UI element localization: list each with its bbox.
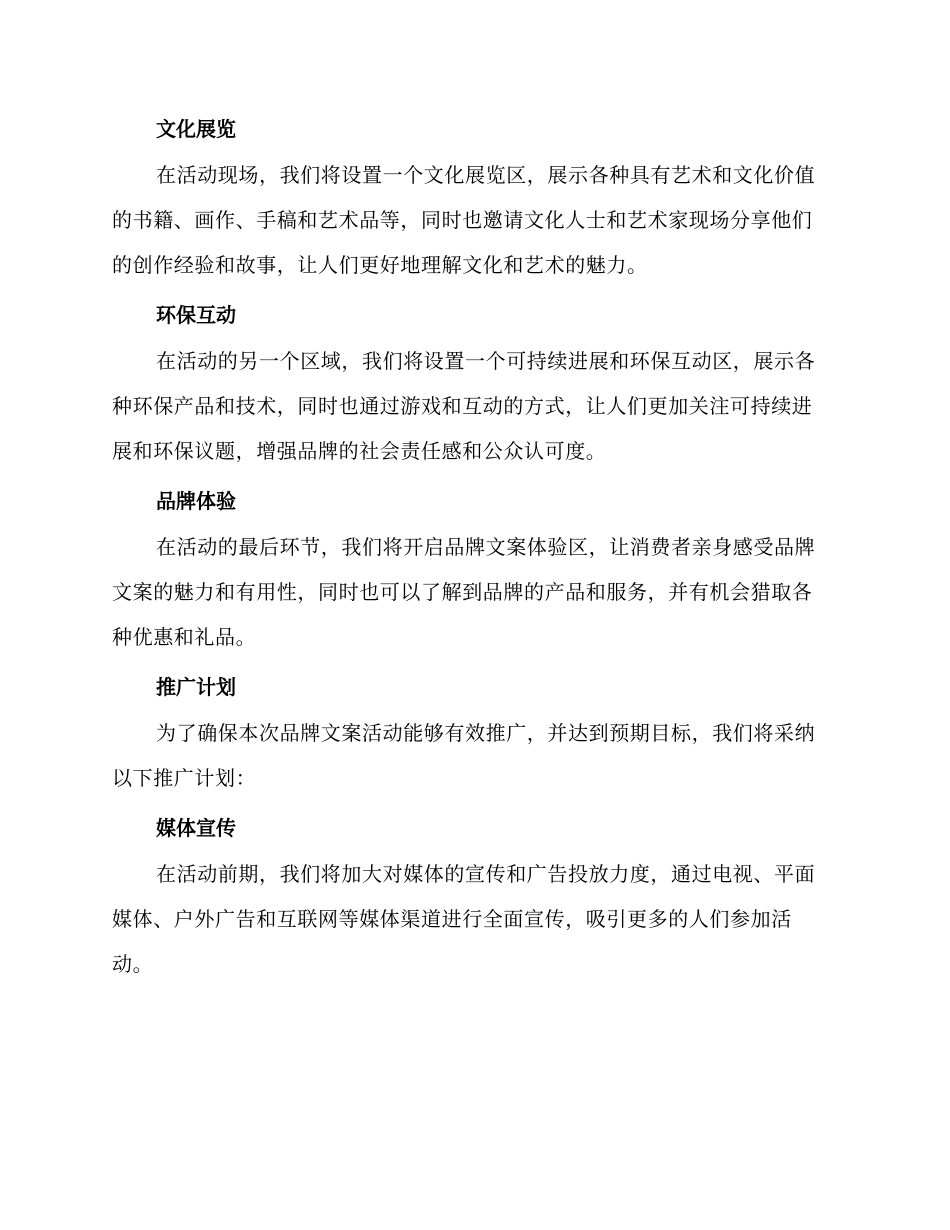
section-heading: 环保互动 <box>156 303 236 327</box>
paragraph-line: 面媒体、户外广告和互联网等媒体渠道进行全面宣传，吸引更多的人们参加 <box>112 862 816 931</box>
paragraph-line: 各种环保产品和技术，同时也通过游戏和互动的方式，让人们更加关注可持 <box>112 349 816 418</box>
section-culture-exhibition <box>112 105 832 288</box>
paragraph-line: 活动。 <box>112 907 792 976</box>
section-paragraph <box>112 852 832 987</box>
section-paragraph <box>112 339 832 474</box>
section-paragraph <box>112 711 832 801</box>
paragraph-line: 值的书籍、画作、手稿和艺术品等，同时也邀请文化人士和艺术家现场分享 <box>112 163 816 232</box>
document-page <box>112 105 832 990</box>
paragraph-line: 在活动的最后环节，我们将开启品牌文案体验区，让消费者亲身感受品 <box>156 535 795 559</box>
section-media-promotion <box>112 804 832 987</box>
paragraph-line: 他们的创作经验和故事，让人们更好地理解文化和艺术的魅力。 <box>112 208 813 277</box>
paragraph-line: 牌文案的魅力和有用性，同时也可以了解到品牌的产品和服务，并有机会猎 <box>112 535 816 604</box>
paragraph-line: 在活动现场，我们将设置一个文化展览区，展示各种具有艺术和文化价 <box>156 163 795 187</box>
section-paragraph <box>112 525 832 660</box>
paragraph-line: 取各种优惠和礼品。 <box>112 580 813 649</box>
section-promotion-plan <box>112 663 832 801</box>
section-heading: 推广计划 <box>156 675 236 699</box>
section-paragraph <box>112 153 832 288</box>
section-heading: 媒体宣传 <box>156 816 236 840</box>
paragraph-line: 续进展和环保议题，增强品牌的社会责任感和公众认可度。 <box>112 394 813 463</box>
section-eco-interaction <box>112 291 832 474</box>
paragraph-line: 在活动的另一个区域，我们将设置一个可持续进展和环保互动区，展示 <box>156 349 795 373</box>
paragraph-line: 在活动前期，我们将加大对媒体的宣传和广告投放力度，通过电视、平 <box>156 862 795 886</box>
paragraph-line: 纳以下推广计划： <box>112 721 816 790</box>
paragraph-line: 为了确保本次品牌文案活动能够有效推广，并达到预期目标，我们将采 <box>156 721 795 745</box>
section-heading: 品牌体验 <box>156 489 236 513</box>
section-brand-experience <box>112 477 832 660</box>
section-heading: 文化展览 <box>156 117 236 141</box>
